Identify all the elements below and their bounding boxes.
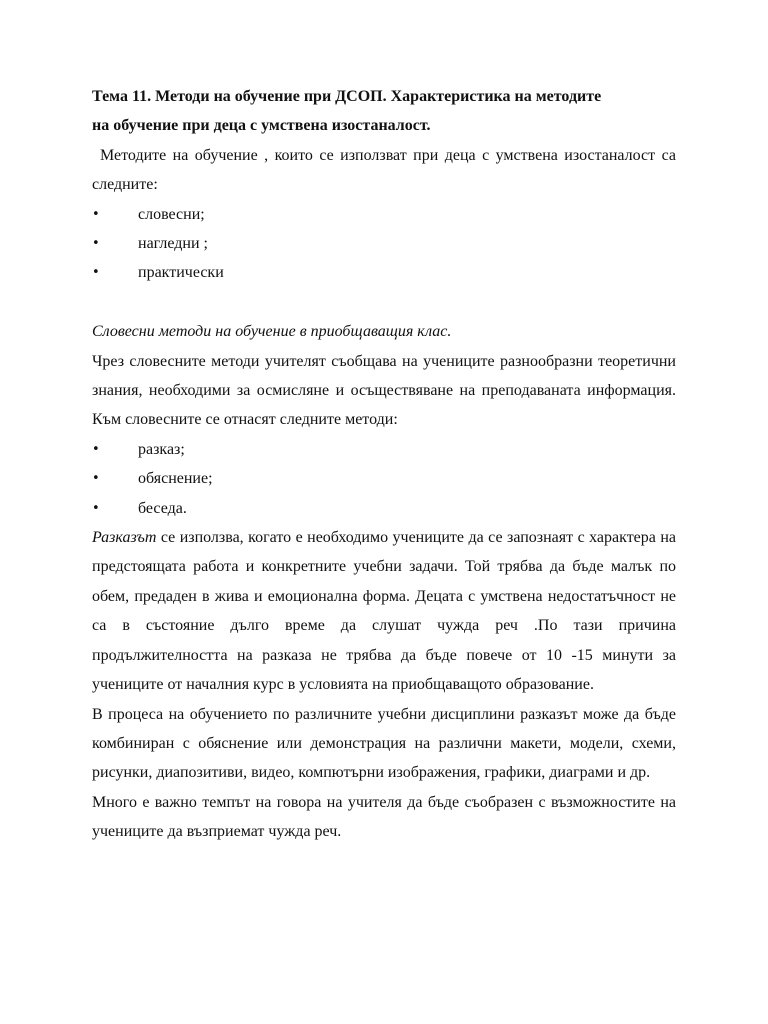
title-line-2: на обучение при деца с умствена изостаналост. bbox=[92, 117, 431, 135]
list-item bbox=[92, 229, 676, 258]
list-item-text: практически bbox=[138, 264, 224, 282]
list-item bbox=[92, 200, 676, 229]
list-item bbox=[92, 464, 676, 493]
tempo-paragraph: Много е важно темпът на говора на учителя да бъде съобразен с възможностите на учениците да възприемат чужда реч. bbox=[92, 793, 676, 841]
story-paragraph-text: се използва, когато е необходимо учениците да се запознаят с характера на предстоящата работа и конкретните учебни задачи. Той трябва да бъде малък по обем, предаден в жива и емоционална форма. Децата с умствена недостатъчност не са в състояние дълго време да слушат чужда реч .По тази причина продължителността на разказа не трябва да бъде повече от 10 -15 минути за учениците от началния курс в условията на приобщаващото образование. bbox=[92, 529, 676, 694]
list-item-text: обяснение; bbox=[138, 470, 213, 488]
bullet-icon: • bbox=[92, 206, 100, 222]
methods-list bbox=[92, 200, 676, 288]
list-item bbox=[92, 258, 676, 287]
intro-paragraph: Методите на обучение , които се използват при деца с умствена изостаналост са следните: bbox=[92, 146, 676, 194]
bullet-icon: • bbox=[92, 500, 100, 516]
section-intro-paragraph: Чрез словесните методи учителят съобщава на учениците разнообразни теоретични знания, необходими за осмисляне и осъществяване на преподаваната информация. Към словесните се отнасят следните методи: bbox=[92, 352, 676, 429]
document-page bbox=[92, 82, 676, 847]
list-item-text: нагледни ; bbox=[138, 235, 208, 253]
list-item bbox=[92, 494, 676, 523]
list-item-text: беседа. bbox=[138, 499, 187, 517]
story-paragraph bbox=[92, 523, 676, 699]
bullet-icon: • bbox=[92, 471, 100, 487]
bullet-icon: • bbox=[92, 441, 100, 457]
bullet-icon: • bbox=[92, 265, 100, 281]
list-item-text: словесни; bbox=[138, 205, 205, 223]
document-title bbox=[92, 82, 676, 141]
list-item bbox=[92, 435, 676, 464]
story-term: Разказът bbox=[92, 529, 157, 547]
combine-paragraph: В процеса на обучението по различните учебни дисциплини разказът може да бъде комбиниран с обяснение или демонстрация на различни макети, модели, схеми, рисунки, диапозитиви, видео, компютърни изображения, графики, диаграми и др. bbox=[92, 705, 676, 782]
bullet-icon: • bbox=[92, 236, 100, 252]
verbal-methods-list bbox=[92, 435, 676, 523]
section-heading: Словесни методи на обучение в приобщаващия клас. bbox=[92, 323, 452, 341]
title-line-1: Тема 11. Методи на обучение при ДСОП. Характеристика на методите bbox=[92, 88, 602, 105]
list-item-text: разказ; bbox=[138, 440, 185, 458]
